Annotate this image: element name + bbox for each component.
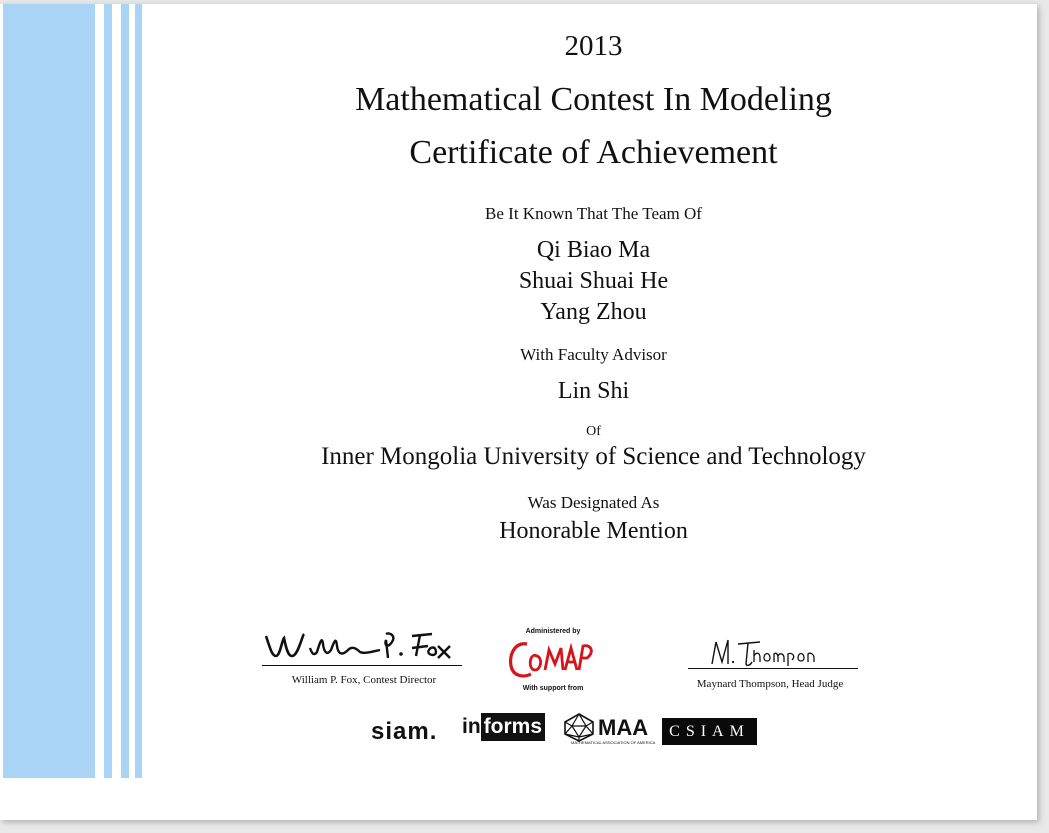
award-designation: Honorable Mention [499, 518, 688, 544]
institution-name: Inner Mongolia University of Science and Technology [321, 443, 866, 470]
informs-logo [462, 713, 545, 741]
team-member: Yang Zhou [540, 299, 647, 325]
certificate-page [0, 4, 1037, 820]
designation-intro: Was Designated As [527, 493, 660, 512]
csiam-logo: CSIAM [662, 718, 757, 745]
comap-logo [505, 636, 597, 682]
team-member: Qi Biao Ma [536, 237, 651, 263]
of-label: Of [586, 424, 601, 439]
decorative-stripe [121, 4, 129, 778]
decorative-stripe [104, 4, 112, 778]
signature-line [688, 668, 858, 669]
advisor-intro: With Faculty Advisor [520, 345, 667, 364]
head-judge-signature [702, 636, 832, 668]
team-intro: Be It Known That The Team Of [485, 204, 702, 223]
maa-logo-subtitle: MATHEMATICAL ASSOCIATION OF AMERICA [571, 740, 656, 745]
head-judge-caption: Maynard Thompson, Head Judge [696, 678, 844, 690]
decorative-stripe-wide [3, 4, 95, 778]
informs-logo-in: in [462, 715, 481, 738]
team-member: Shuai Shuai He [518, 268, 669, 294]
siam-logo: siam. [371, 718, 438, 745]
signature-line [262, 665, 462, 666]
informs-logo-forms: forms [481, 713, 545, 741]
administered-by-label: Administered by [525, 628, 581, 635]
contest-director-caption: William P. Fox, Contest Director [291, 674, 437, 686]
certificate-year: 2013 [564, 30, 623, 62]
certificate-title: Certificate of Achievement [409, 134, 778, 171]
faculty-advisor: Lin Shi [557, 378, 630, 404]
maa-logo-text: MAA [598, 715, 649, 740]
contest-title: Mathematical Contest In Modeling [355, 81, 832, 118]
with-support-label: With support from [522, 685, 584, 692]
decorative-stripe [135, 4, 142, 778]
contest-director-signature [262, 626, 457, 664]
